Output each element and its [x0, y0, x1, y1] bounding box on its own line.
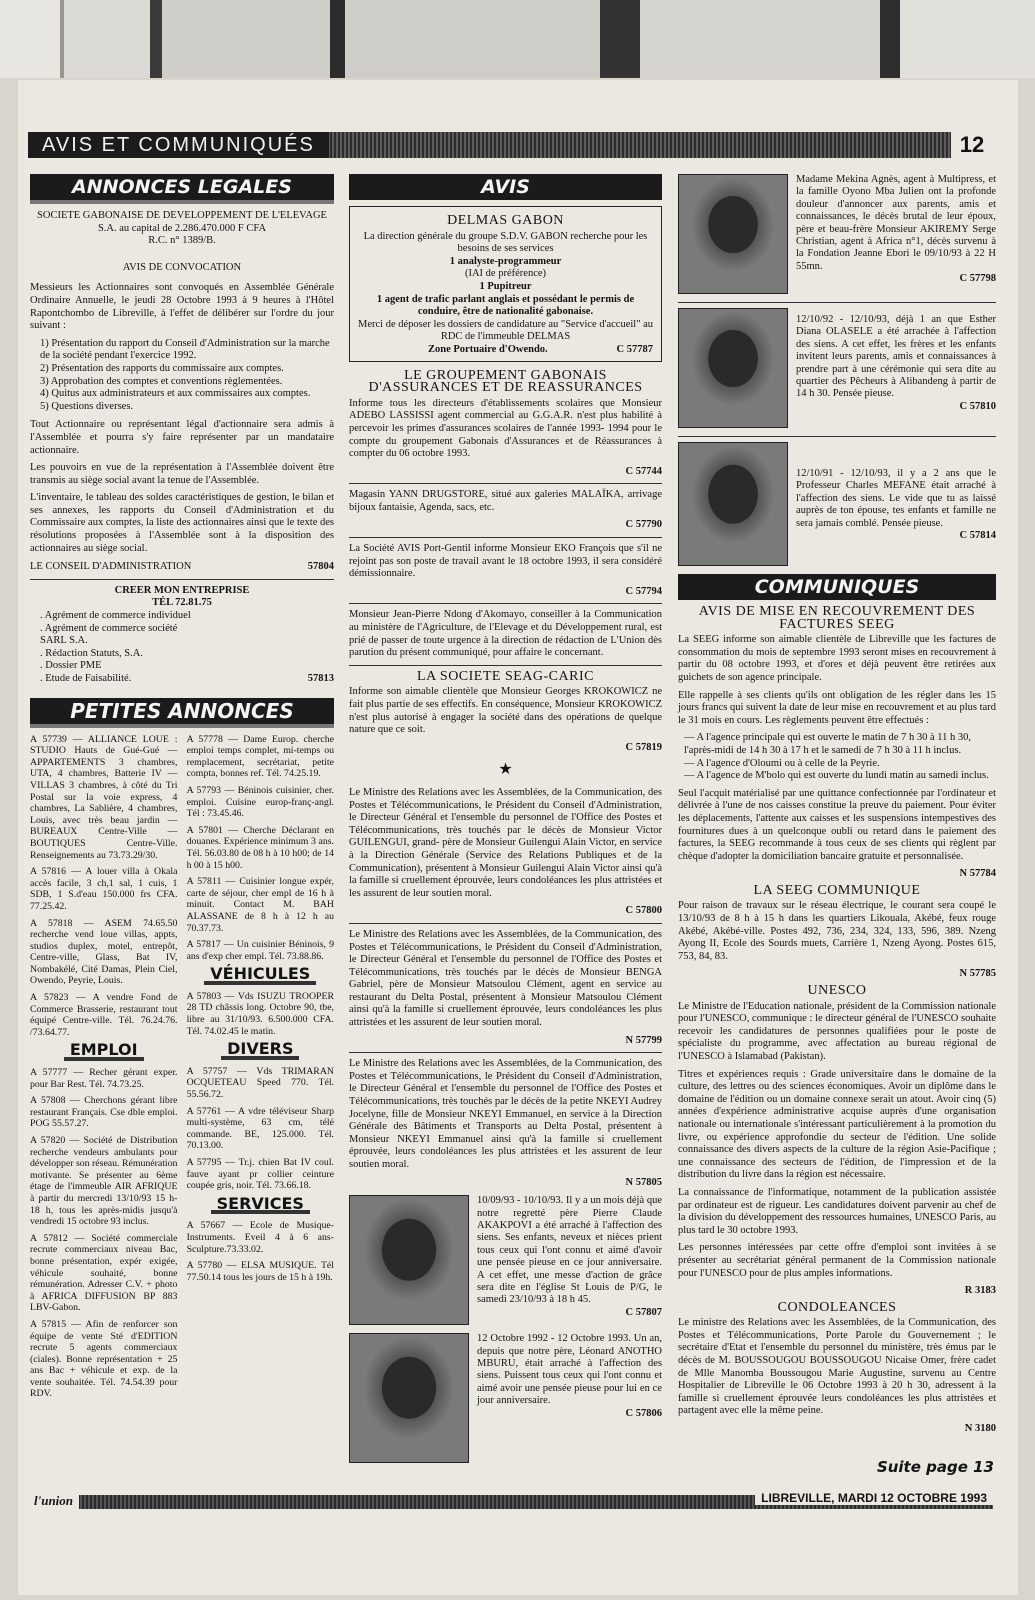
convocation-intro: Messieurs les Actionnaires sont convoqués en Assemblée Générale Ordinaire Annuelle, le jeudi 28 Octobre 1993 à 9 heures à l'Hôtel Rapontchombo de Libreville, à l'effet de délibérer sur l'ordre du jour suivant :: [30, 282, 334, 332]
signature: LE CONSEIL D'ADMINISTRATION: [30, 561, 192, 573]
newspaper-brand: l'union: [28, 1493, 79, 1509]
issue-date: LIBREVILLE, MARDI 12 OCTOBRE 1993: [755, 1491, 993, 1505]
newspaper-page: [18, 80, 1018, 1595]
classified-ad: A 57816 — A louer villa à Okala accès facile, 3 ch,1 sal, 1 cuis, 1 SDB, 1 S.d'eau 150.000 frs CFA. 77.25.42.: [30, 866, 178, 912]
portrait-photo: [349, 1333, 469, 1463]
unesco-title: UNESCO: [807, 983, 867, 999]
avis-pg-text: La Société AVIS Port-Gentil informe Monsieur EKO François que s'il ne rejoint pas son poste de travail avant le 18 octobre 1993, il sera considéré démissionnaire.: [349, 543, 662, 580]
delmas-text: La direction générale du groupe S.D.V. GABON recherche pour les besoins de ses services: [363, 230, 648, 255]
emploi-heading-text: EMPLOI: [64, 1044, 144, 1061]
notice-akiremy: [678, 174, 996, 294]
classifieds: [30, 734, 334, 1405]
company-rc: R.C. n° 1389/B.: [148, 235, 216, 247]
entreprise-item: . Agrément de commerce individuel: [40, 610, 191, 622]
section-title: AVIS ET COMMUNIQUÉS: [28, 132, 329, 158]
agenda-item: 4) Quitus aux administrateurs et aux commissaires aux comptes.: [40, 388, 311, 400]
unesco-text: Le Ministre de l'Education nationale, président de la Commission nationale pour l'UNESCO, communique : le directeur général de l'UNESCO souhaite recevoir les candidatures de personnes qualifiées pour le poste de spécialiste du programme, avec affectation au bureau régional de l'UNESCO à Islamabad (Pakistan).: [678, 1000, 996, 1062]
unesco-text: Titres et expériences requis : Grade universitaire dans le domaine de la culture, des lettres ou des sciences économiques. Avoir un diplôme dans le domaine de l'édition ou un domaine connexe serait un atout. Avoir cinq (5) années d'expérience administrative acquise auprès d'une organisation nationale ou internationale s'intéressant particulièrement à la promotion du livre, ou expérience approfondie du secteur de l'édition. Une solide connaissance des divers aspects de la culture de la région Asie-Pacifique ; une connaissance des secteurs de l'édition, de l'impression et de la distribution du livre dans la région est nécessaire.: [678, 1068, 996, 1181]
memorial-text: 10/09/93 - 10/10/93. Il y a un mois déjà que notre regretté père Pierre Claude AKAKPOVI a été arraché à l'affection des siens. Ses enfants, neveux et nièces prient tous ceux qui l'ont connu et aimé d'avoir une pensée pieuse en ce jour anniversaire. A cet effet, une messe d'action de grâce sera dite en l'église St Louis de P/G, le samedi 23/10/93 à 18 h 45.: [477, 1195, 662, 1306]
ad-reference: C 57790: [625, 519, 662, 531]
notice-mefane: [678, 442, 996, 566]
column-middle: [349, 174, 662, 1471]
entreprise-item: . Rédaction Statuts, S.A.: [40, 647, 143, 659]
company-name: SOCIETE GABONAISE DE DEVELOPPEMENT DE L'ELEVAGE: [37, 210, 327, 221]
portrait-photo: [349, 1195, 469, 1325]
ad-reference: N 3180: [964, 1423, 996, 1435]
ad-reference: C 57787: [616, 343, 653, 355]
vehicules-heading-text: VÉHICULES: [204, 968, 316, 985]
scan-top-edge: [0, 0, 1035, 78]
delmas-position: 1 Pupitreur: [479, 280, 532, 292]
classified-ad: A 57820 — Société de Distribution recherche vendeurs ambulants pour développer son réseau. Rémunération motivante. Se présenter au 6ème étage de l'immeuble AIR AFRIQUE à partir du mercredi 13/10/93 15 h- 18 h, tous les après-midis jusqu'à vendredi 15 octobre 93 inclus.: [30, 1135, 178, 1228]
divider: [349, 1052, 662, 1053]
condolence-text: Le Ministre des Relations avec les Assemblées, de la Communication, des Postes et Télécommunications, le Président du Conseil d'Administration, le Directeur Général et l'ensemble du personnel de l'Office des Postes et Télécommunications, très touchés par le décès de Monsieur Victor GUILENGUI, grand- père de Monsieur Guilengui Alain Victor, en service à la Direction Générale (Service des Relations Publiques et de la Communication), présentent à Monsieur Guilengui Alain Victor ainsi qu'à la famille si cruellement éprouvée, leurs condoléances les plus attristées et les assurent de leur soutien moral.: [349, 786, 662, 899]
convocation-title: AVIS DE CONVOCATION: [122, 261, 242, 273]
condoleances-title: CONDOLEANCES: [777, 1299, 897, 1315]
classified-ad: A 57801 — Cherche Déclarant en douanes. Expérience minimum 3 ans. Tél. 56.03.80 de 08 h à 10 h00; de 14 h 00 à 15 h00.: [186, 824, 334, 871]
signature-line: [30, 561, 334, 574]
classified-ad: A 57777 — Recher gérant exper. pour Bar Rest. Tél. 74.73.25.: [30, 1067, 178, 1090]
divider: [678, 302, 996, 303]
seeg-text: Elle rappelle à ses clients qu'ils ont obligation de les régler dans les 15 jours francs qui suivent la date de leur mise en recouvrement et au plus tard le 31 mois en cours. Les règlements peuvent être effectués :: [678, 689, 996, 726]
page-number: 12: [951, 132, 993, 158]
ad-reference: C 57794: [625, 585, 662, 597]
delmas-position: 1 agent de trafic parlant anglais et possédant le permis de conduire, être de nationalité gabonaise.: [376, 293, 635, 318]
emploi-heading: [30, 1040, 177, 1061]
memorial-body: [477, 1195, 662, 1325]
seeg-text: Seul l'acquit matérialisé par une quittance confectionnée par l'ordinateur et délivrée à l'une de nos caisses constitue la preuve du paiement. Pour éviter les déplacements, l'attente aux caisses et les suspensions intempestives des fournitures dues à un quelconque oubli ou retard dans le paiement des factures, la SEEG recommande à tous ceux de ses clients qui règlent par chèque d'adopter la domiciliation bancaire gratuite et personnalisée.: [678, 787, 996, 862]
classified-ad: A 57808 — Cherchons gérant libre restaurant Français. Cse dble emploi. POG 55.57.27.: [30, 1095, 178, 1130]
memorial-akakpovi: [349, 1195, 662, 1325]
delmas-last: [358, 344, 653, 357]
notice-text: 12/10/91 - 12/10/93, il y a 2 ans que le Professeur Charles MEFANE était arraché à l'affection des siens. Le vide que tu as laissé auprès de ton épouse, tes enfants et famille ne sera jamais comblé. Pensée pieuse.: [796, 468, 996, 529]
entreprise-item: . Dossier PME: [40, 660, 102, 672]
classified-ad: A 57812 — Société commerciale recrute commerciaux niveau Bac, bonne présentation, expér exigée, véhicule souhaité, bonne rémunération. Adresser C.V. + photo à AFRICA DIFFUSION BP 883 LBV-Gabon.: [30, 1232, 178, 1314]
notice-olasele: [678, 308, 996, 428]
notice-text: 12/10/92 - 12/10/93, déjà 1 an que Esther Diana OLASELE a été arrachée à l'affection des siens. A cet effet, les frères et les enfants invitent leurs parents, amis et connaissances à prendre part à une cérémonie qui sera dite au quartier des Pêcheurs à Alibandeng à partir de 14 h 30. Pensée pieuse.: [796, 314, 996, 400]
entreprise-list: [40, 610, 334, 686]
divider: [349, 537, 662, 538]
ad-reference: N 57805: [625, 1176, 662, 1188]
delmas-box: [349, 206, 662, 362]
agenda-item: 3) Approbation des comptes et conventions règlementées.: [40, 375, 283, 387]
agenda-list: [40, 338, 334, 414]
entreprise-item: SARL S.A.: [40, 635, 88, 647]
seag-title: LA SOCIETE SEAG-CARIC: [417, 668, 594, 684]
divider: [678, 436, 996, 437]
continued-link: Suite page 13: [876, 1458, 994, 1476]
classifieds-col-a: [30, 734, 177, 1405]
seeg2-title: LA SEEG COMMUNIQUE: [753, 882, 921, 898]
memorial-text: 12 Octobre 1992 - 12 Octobre 1993. Un an, depuis que notre père, Léonard ANOTHO MBURU, était arraché à l'affection des siens. Puissent tous ceux qui l'ont connu et aimé avoir une pensée pieuse pour lui en ce jour anniversaire.: [477, 1333, 662, 1407]
notice-body: [796, 442, 996, 566]
ad-reference: 57804: [307, 561, 334, 573]
communiques-bar: COMMUNIQUES: [678, 574, 996, 600]
services-heading: [187, 1193, 334, 1215]
classified-ad: A 57778 — Dame Europ. cherche emploi temps complet, mi-temps ou remplacement, secrétariat, petite compta, bonnes ref. Tél. 74.25.19.: [186, 733, 334, 780]
company-capital: S.A. au capital de 2.286.470.000 F CFA: [97, 222, 267, 234]
unesco-text: La connaissance de l'informatique, notamment de la publication assistée par ordinateur est de rigueur. Les candidatures doivent parvenir au chef de la division du développement des ressources humaines, UNESCO Paris, au plus tard le 30 octobre 1993.: [678, 1186, 996, 1236]
petites-annonces-bar: PETITES ANNONCES: [30, 698, 334, 728]
classified-ad: A 57823 — A vendre Fond de Commerce Brasserie, restaurant tout équipé Centre-ville. Tél. 76.24.76. /73.64.77.: [30, 992, 178, 1038]
convocation-paragraph: Les pouvoirs en vue de la représentation à l'Assemblée doivent être transmis au siège social avant la tenue de l'Assemblée.: [30, 462, 334, 486]
classified-ad: A 57811 — Cuisinier longue expér, carte de séjour, cher empl de 16 h à minuit. Contact M. BAH ALASSANE de 8 h à 12 h au 70.37.73.: [186, 876, 334, 934]
condolence-text: Le Ministre des Relations avec les Assemblées, de la Communication, des Postes et Télécommunications, le Président du Conseil d'Administration, le Directeur Général et l'ensemble du personnel de l'Office des Postes et Télécommunications, très touchés par le décès de la petite NKEYI Audrey Jocelyne, fille de Monsieur NKEYI Emmanuel, en service à la Direction Générale des Bâtiments et Transports au Delta Postal, présentent à Monsieur NKEYI Emmanuel ainsi qu'à la famille si cruellement éprouvée, leurs condoléances les plus attristées et les assurent de leur soutien moral.: [349, 1058, 662, 1170]
ad-reference: C 57744: [625, 465, 662, 477]
portrait-photo: [678, 308, 788, 428]
ad-reference: C 57806: [625, 1407, 662, 1419]
portrait-photo: [678, 442, 788, 566]
ad-reference: C 57810: [959, 400, 996, 412]
avis-bar: AVIS: [349, 174, 662, 200]
annonces-legales-bar: ANNONCES LEGALES: [30, 174, 334, 204]
ad-reference: C 57807: [625, 1306, 662, 1318]
classifieds-col-b: [187, 734, 334, 1405]
entreprise-item: . Etude de Faisabilité.: [40, 673, 132, 684]
seeg-text: La SEEG informe son aimable clientèle de Libreville que les factures de consommation du mois de septembre 1993 seront mises en recouvrement à partir du 08 octobre 1993, et d'ores et déjà peuvent être retirées aux guichets de son agence principale.: [678, 634, 996, 683]
notice-body: [796, 174, 996, 294]
seag-text: Informe son aimable clientèle que Monsieur Georges KROKOWICZ ne fait plus partie de ses effectifs. En conséquence, Monsieur KROKOWICZ n'est plus autorisé à engager la société dans des opérations de quelque nature que ce soit.: [349, 686, 662, 736]
delmas-text: (IAI de préférence): [464, 268, 547, 280]
delmas-text: Merci de déposer les dossiers de candidature au "Service d'accueil" au RDC de l'immeuble DELMAS: [358, 318, 654, 343]
classified-ad: A 57780 — ELSA MUSIQUE. Tél 77.50.14 tous les jours de 15 h à 19h.: [186, 1260, 334, 1283]
section-header: [28, 132, 993, 158]
divider: [349, 483, 662, 484]
ggar-title: LE GROUPEMENT GABONAIS D'ASSURANCES ET DE REASSURANCES: [368, 367, 643, 396]
ggar-text: Informe tous les directeurs d'établissements scolaires que Monsieur ADEBO LASSISSI agent commercial au G.G.A.R. n'est plus habilité à percevoir les primes d'assurances scolaires de l'année 1993- 1994 pour le compte du groupement Gabonais d'Assurances et de Réassurances à compter du 06 octobre 1993.: [349, 397, 662, 460]
entreprise-phone: TÉL 72.81.75: [152, 597, 212, 609]
ad-reference: N 57784: [959, 868, 996, 880]
footer-bar: [28, 1491, 993, 1509]
divider: [30, 579, 334, 580]
ad-reference: N 57799: [625, 1034, 662, 1046]
seeg-item: — A l'agence d'Oloumi ou à celle de la Peyrie.: [684, 757, 880, 769]
ndong-text: Monsieur Jean-Pierre Ndong d'Akomayo, conseiller à la Communication au ministère de l'Agriculture, de l'Elevage et du Développement rural, est prié de passer de toute urgence à la direction de rédaction de L'Union dès parution du présent communiqué, pour affaire le concernant.: [349, 609, 662, 659]
divers-heading-text: DIVERS: [221, 1043, 299, 1060]
ad-reference: N 57785: [959, 968, 996, 980]
seeg-item: — A l'agence de M'bolo qui est ouverte du lundi matin au samedi inclus.: [684, 770, 989, 782]
ad-reference: C 57819: [625, 741, 662, 753]
seeg-item: — A l'agence principale qui est ouverte le matin de 7 h 30 à 11 h 30, l'après-midi de 14 h 30 à 17 h et le samedi de 7 h 30 à 11 h inclus.: [684, 732, 971, 756]
classified-ad: A 57795 — Tr.j. chien Bat IV coul. fauve ayant pr collier ceinture coupée gris, noir. Tél. 73.66.18.: [186, 1157, 334, 1192]
delmas-title: DELMAS GABON: [447, 213, 564, 228]
ad-reference: C 57814: [959, 530, 996, 542]
yann-text: Magasin YANN DRUGSTORE, situé aux galeries MALAÏKA, arrivage bijoux fantaisie, Agenda, sacs, etc.: [349, 489, 662, 513]
divers-heading: [187, 1039, 334, 1060]
seeg-list: [684, 732, 996, 782]
classified-ad: A 57815 — Afin de renforcer son équipe de vente Sté d'EDITION recrute 5 agents commerciaux (ciales). Bonne représentation + 25 ans Bac + véhicule et exp. de la vente souhaitée. Tél. 74.54.39 pour RDV.: [30, 1318, 178, 1400]
unesco-text: Les personnes intéressées par cette offre d'emploi sont invitées à se présenter au secrétariat général permanent de la Commission nationale pour l'UNESCO pour de plus amples informations.: [678, 1242, 996, 1279]
column-right: [678, 174, 996, 1436]
classified-ad: A 57761 — A vdre téléviseur Sharp multi-système, 63 cm, télé commande. BE, 125.000. Tél. 70.13.00.: [186, 1105, 334, 1152]
divider: [349, 665, 662, 666]
classified-ad: A 57818 — ASEM 74.65.50 recherche vend loue villas, appts, studios duplex, motel, entrepôt, Centre-ville, Glass, Bat IV, Nombakélé, Cité Damas, Plein Ciel, Owendo, Peyrie, Louis.: [30, 917, 178, 987]
classified-ad: A 57757 — Vds TRIMARAN OCQUETEAU Speed 770. Tél. 55.56.72.: [186, 1065, 334, 1101]
condoleances-text: Le ministre des Relations avec les Assemblées, de la Communication, des Postes et Télécommunications, Porte Parole du Gouvernement ; le secrétaire d'Etat et l'ensemble du personnel du ministère, très émus par le décès de M. BOUSSOUGOU BOUSSOUGOU Nicaise Omer, frère cadet de Mlle Manomba Boussougou Marie Augustine, survenu au Centre Hospitalier de Libreville le 06 Octobre 1993 à 20 h 30, adressent à la famille si cruellement éprouvée leurs condoléances les plus attristées et partagent avec elle la même peine.: [678, 1317, 996, 1417]
vehicules-heading: [187, 964, 334, 985]
classified-ad: A 57803 — Vds ISUZU TROOPER 28 TD châssis long. Octobre 90, tbe, libre au 31/10/93. 6.500.000 CFA. Tél. 74.02.45 le matin.: [186, 990, 334, 1037]
delmas-position: 1 analyste-programmeur: [449, 255, 562, 267]
divider: [349, 923, 662, 924]
entreprise-item: . Agrément de commerce société: [40, 622, 178, 634]
classified-ad: A 57817 — Un cuisinier Béninois, 9 ans d'exp cher empl. Tél. 73.88.86.: [186, 939, 334, 962]
memorial-body: [477, 1333, 662, 1463]
seeg-title: AVIS DE MISE EN RECOUVREMENT DES FACTURES SEEG: [698, 604, 976, 632]
ad-reference: 57813: [307, 673, 334, 684]
agenda-item: 5) Questions diverses.: [40, 400, 134, 412]
ad-reference: C 57800: [625, 905, 662, 917]
convocation-paragraph: L'inventaire, le tableau des soldes caractéristiques de gestion, le bilan et ses annexes, les rapports du Conseil d'Administration et du Commissaire aux comptes, la liste des actionnaires ainsi que le texte des résolutions proposées à l'Assemblée sont à la disposition des actionnaires au siège social.: [30, 492, 334, 554]
ad-reference: C 57798: [959, 273, 996, 285]
notice-body: [796, 308, 996, 428]
divider: [349, 603, 662, 604]
notice-text: Madame Mekina Agnès, agent à Multipress, et la famille Oyono Mba Julien ont la profonde douleur d'annoncer aux parents, amis et connaissances, le décès brutal de leur époux, père et beau-frère Monsieur AKIREMY Serge Christian, agent à Africa n°1, décès survenu à la Fondation Jeanne Ebori le 09/10/93 à 22 H 55mn.: [796, 174, 996, 272]
agenda-item: 2) Présentation des rapports du commissaire aux comptes.: [40, 362, 284, 374]
delmas-address: Zone Portuaire d'Owendo.: [428, 343, 548, 355]
column-left: [30, 174, 334, 1405]
convocation-paragraph: Tout Actionnaire ou représentant légal d'actionnaire sera admis à l'Assemblée et pourra s'y faire représenter par un mandataire actionnaire.: [30, 419, 334, 456]
services-heading-text: SERVICES: [211, 1198, 310, 1215]
portrait-photo: [678, 174, 788, 294]
memorial-anotho: [349, 1333, 662, 1463]
classified-ad: A 57667 — Ecole de Musique-Instruments. Eveil 4 à 6 ans-Sculpture.73.33.02.: [186, 1220, 334, 1255]
classified-ad: A 57793 — Béninois cuisinier, cher. emploi. Cuisine europ-franç-angl. Tél : 73.45.46.: [186, 784, 334, 820]
entreprise-title: CREER MON ENTREPRISE: [114, 584, 250, 596]
star-icon: ★: [498, 761, 513, 779]
condolence-text: Le Ministre des Relations avec les Assemblées, de la Communication, des Postes et Télécommunications, le Président du Conseil d'Administration, le Directeur Général et l'ensemble du personnel de l'Office des Postes et Télécommunications, très touchés par le décès de Monsieur BENGA Gabriel, père de Monsieur Matsoulou Clément, agent en service au restaurant du Delta Postal, présentent à Monsieur Matsoulou Clément ainsi qu'à la famille si cruellement éprouvée, leurs condoléances les plus attristées et les assurent de leur soutien moral.: [349, 928, 662, 1029]
agenda-item: 1) Présentation du rapport du Conseil d'Administration sur la marche de la société pendant l'exercice 1992.: [40, 337, 330, 362]
entreprise-last: [40, 673, 334, 686]
seeg2-text: Pour raison de travaux sur le réseau électrique, le courant sera coupé le 13/10/93 de 8 h à 15 h dans les quartiers Likouala, Akébé, feux rouge Akébé, Akébé-ville. Postes 492, 736, 234, 324, 133, 596, 389. Nzeng Ayong II, Ecole des Sourds muets, Carrière 1, Nzeng Ayong. Postes 615, 753, 84, 83.: [678, 900, 996, 962]
ad-reference: R 3183: [964, 1285, 996, 1297]
classified-ad: A 57739 — ALLIANCE LOUE : STUDIO Hauts de Gué-Gué — APPARTEMENTS 3 chambres, UTA, 4 chambres, Batterie IV — VILLAS 3 chambres, à côté du Tri Postal sur la voie express, 4 chambres, La Sablière, 4 chambres, Louis, avec très beau jardin — BUREAUX Centre-Ville — BOUTIQUES Centre-Ville. Renseignements au 73.73.29/30.: [30, 733, 178, 861]
